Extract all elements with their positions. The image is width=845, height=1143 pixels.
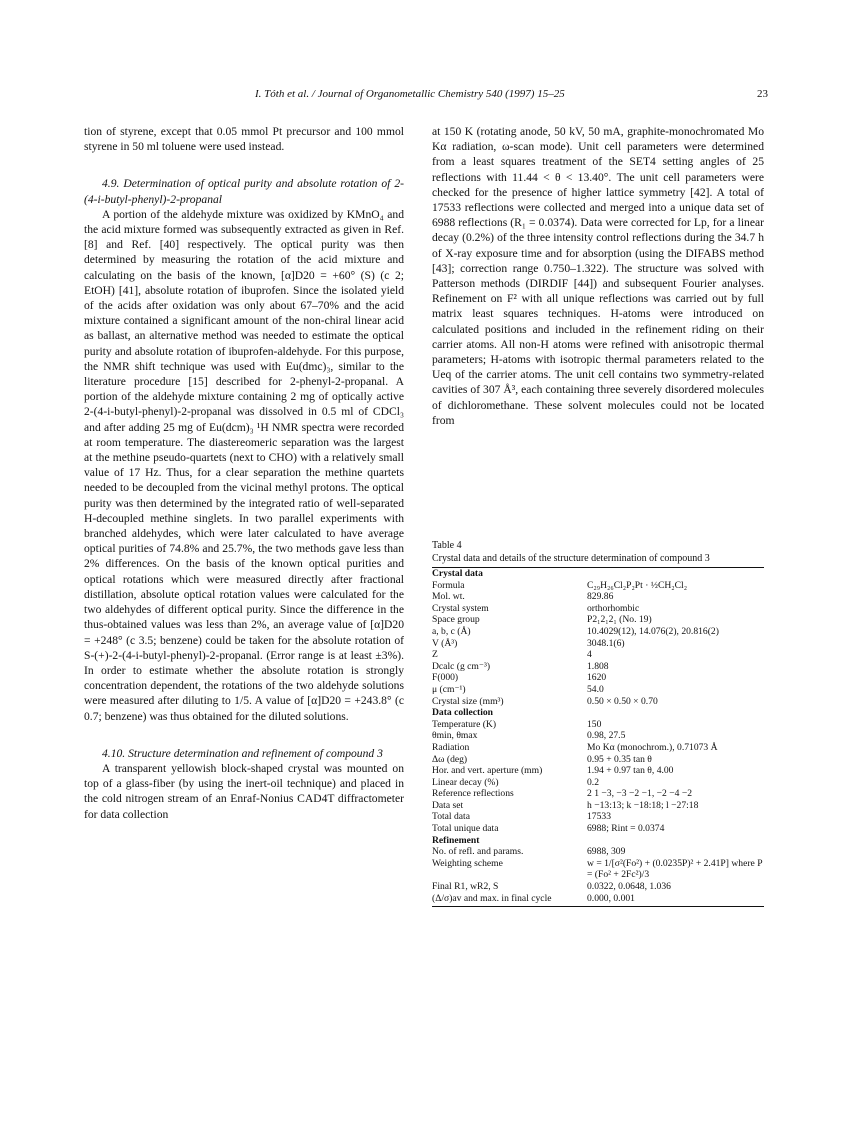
table-row: [432, 672, 764, 684]
table-caption: Crystal data and details of the structure determination of compound 3: [432, 553, 764, 568]
table-row: [432, 696, 764, 708]
table-row-key: Mol. wt.: [432, 591, 465, 603]
table-row-value: 4: [587, 649, 592, 661]
table-row-key: Formula: [432, 579, 465, 591]
table-row: [432, 603, 764, 615]
table-row: [432, 649, 764, 661]
table-row: [432, 684, 764, 696]
table-row-value: 2 1 −3, −3 −2 −1, −2 −4 −2: [587, 788, 693, 800]
table-row-value: 54.0: [587, 683, 604, 695]
table-row-key: Z: [432, 649, 438, 661]
table-row: [432, 742, 764, 754]
table-row-key: Dcalc (g cm⁻³): [432, 660, 491, 672]
section-4-9-body: A portion of the aldehyde mixture was oxidized by KMnO₄ and the acid mixture formed was subsequently extracted as given in Ref. [8] and Ref. [40] respectively. The optical purity was then determined by measuring the rotation of the acid mixture and calculating on the basis of the known, [α]D20 = +60° (S) (c 2; EtOH) [41], absolute rotation of ibuprofen. Since the isolated yield of the acids after oxidation was only about 67–70% and the acid mixture contained a significant amount of the non-chiral linear acid as ballast, an alternative method was needed to estimate the optical purity and absolute rotation of ibuprofen-aldehyde. For this purpose, the NMR shift technique was used with Eu(dmc)₃, similar to the literature procedure [15] described for 2-phenyl-2-propanal. A portion of the aldehyde mixture containing 2 mg of optically active 2-(4-i-butyl-phenyl)-2-propanal was dissolved in 0.5 ml of CDCl₃ and after adding 25 mg of Eu(dcm)₃ ¹H NMR spectra were recorded at room temperature. The diastereomeric separation was the largest at the methine pseudo-quartets (next to CHO) with a relatively small value of 17 Hz. Thus, for a clear separation the methine quartets needed to be decoupled from the vicinal methyl protons. The optical purity was then determined by the integrated ratio of well-separated H-decoupled methine singlets. In two parallel experiments with branched aldehydes, which were later calculated to have average optical purities of 74.8% and 25.7%, the two methods gave less than 2% differences. On the basis of the known optical purities and optical rotations which were measured directly after fractional distillation, absolute optical rotation values were calculated for the two aldehydes of different optical purity. Since the difference in the thus-obtained values was less than 2%, an average value of [α]D20 = +248° (c 3.5; benzene) could be taken for the absolute rotation of S-(+)-2-(4-i-butyl-phenyl)-2-propanal. (Error range is at least ±3%). In order to estimate whether the absolute rotation is strongly concentration dependent, the rotations of the two aldehyde solutions were measured after diluting to 1/5. A value of [α]D20 = +243.8° (c 0.7; benzene) was thus obtained for the diluted solutions.: [84, 207, 404, 723]
table-row-key: Crystal system: [432, 602, 489, 614]
table-row-key: F(000): [432, 672, 459, 684]
table-row-key: Hor. and vert. aperture (mm): [432, 765, 543, 777]
table-row-value: 0.95 + 0.35 tan θ: [587, 753, 652, 765]
table-row-value: 6988; Rint = 0.0374: [587, 823, 665, 835]
table-row-value: Mo Kα (monochrom.), 0.71073 Å: [587, 741, 718, 753]
table-bottom-rule: [432, 906, 764, 907]
table-row-key: Reference reflections: [432, 788, 514, 800]
table-section-heading-text: Crystal data: [432, 568, 483, 579]
table-row: [432, 823, 764, 835]
right-column-body: at 150 K (rotating anode, 50 kV, 50 mA, graphite-monochromated Mo Kα radiation, ω-scan mode). Unit cell parameters were determined from a least squares treatment of the SET4 setting angles of 25 reflections with 11.44 < θ < 13.40°. The unit cell parameters were checked for the presence of higher lattice symmetry [42]. A total of 17533 reflections were collected and merged into a unique data set of 6988 reflections (R₁ = 0.0374). Data were corrected for Lp, for a linear decay (0.2%) of the three intensity control reflections during the 34.7 h of X-ray exposure time and for absorption (using the DIFABS method [43]; correction range 0.750–1.322). The structure was solved with Patterson methods (DIRDIF [44]) and subsequent Fourier analyses. Refinement on F² with all unique reflections was carried out by full matrix least squares techniques. H-atoms were introduced on calculated positions and included in the refinement riding on their carrier atoms. All non-H atoms were refined with anisotropic thermal parameters; H-atoms with isotropic thermal parameters related to the Ueq of the carrier atoms. The unit cell contains two symmetry-related cavities of 307 Å³, each containing three severely disordered molecules of dichloromethane. These solvent molecules could not be located from: [432, 125, 764, 427]
table-row: [432, 858, 764, 881]
table-row-value: 0.2: [587, 776, 599, 788]
table-row: [432, 846, 764, 858]
table-row-value: 0.50 × 0.50 × 0.70: [587, 695, 658, 707]
table-row: [432, 638, 764, 650]
section-4-10-body: A transparent yellowish block-shaped crystal was mounted on top of a glass-fiber (by using the inert-oil technique) and placed in the cold nitrogen stream of an Enraf-Nonius CAD4T diffractometer for data collection: [84, 761, 404, 821]
table-row-value: 829.86: [587, 591, 614, 603]
table-section-heading: [432, 835, 764, 847]
table-row-key: θmin, θmax: [432, 730, 478, 742]
section-4-9-heading: 4.9. Determination of optical purity and absolute rotation of 2-(4-i-butyl-phenyl)-2-propanal: [84, 177, 404, 206]
table-row-value: 0.0322, 0.0648, 1.036: [587, 881, 671, 893]
table-row: [432, 719, 764, 731]
table-row-key: μ (cm⁻¹): [432, 683, 466, 695]
table-row-key: Weighting scheme: [432, 857, 503, 869]
table-row-key: Space group: [432, 614, 480, 626]
table-row-value: 0.98, 27.5: [587, 730, 626, 742]
table-row: [432, 626, 764, 638]
table-row: [432, 765, 764, 777]
table-row-value: w = 1/[σ²(Fo²) + (0.0235P)² + 2.41P] where P = (Fo² + 2Fc²)/3: [587, 857, 763, 881]
table-row-key: Total unique data: [432, 823, 499, 835]
right-column: [432, 124, 764, 428]
table-section-heading: [432, 707, 764, 719]
table-row-key: V (Å³): [432, 637, 458, 649]
intro-paragraph: tion of styrene, except that 0.05 mmol Pt precursor and 100 mmol styrene in 50 ml toluene were used instead.: [84, 125, 404, 154]
table-row-key: Δω (deg): [432, 753, 468, 765]
table-row-value: 150: [587, 718, 602, 730]
table-row-value: orthorhombic: [587, 602, 640, 614]
table-label: Table 4: [432, 540, 462, 551]
table-row-value: 1620: [587, 672, 607, 684]
page-number: 23: [757, 88, 768, 100]
table-row-key: Total data: [432, 811, 470, 823]
table-row-value: 1.94 + 0.97 tan θ, 4.00: [587, 765, 674, 777]
table-row: [432, 788, 764, 800]
table-row-value: 3048.1(6): [587, 637, 625, 649]
table-section-heading: [432, 568, 764, 580]
table-row-key: Final R1, wR2, S: [432, 881, 499, 893]
table-row-key: No. of refl. and params.: [432, 846, 524, 858]
table-section-heading-text: Refinement: [432, 834, 480, 846]
section-4-10-heading: 4.10. Structure determination and refinement of compound 3: [102, 746, 383, 760]
table-row-value: h −13:13; k −18:18; l −27:18: [587, 799, 699, 811]
table-row: [432, 881, 764, 893]
running-title: I. Tóth et al. / Journal of Organometallic Chemistry 540 (1997) 15–25: [255, 88, 565, 100]
table-row-key: a, b, c (Å): [432, 625, 471, 637]
table-row-value: C₂₉H₂₆Cl₂P₂Pt · ½CH₂Cl₂: [587, 579, 688, 591]
table-row: [432, 811, 764, 823]
table-row-value: 17533: [587, 811, 611, 823]
table-row-value: 1.808: [587, 660, 609, 672]
table-row: [432, 614, 764, 626]
table-row: [432, 754, 764, 766]
table-row-key: Crystal size (mm³): [432, 695, 504, 707]
crystal-data-table: [432, 540, 764, 907]
table-row-key: Linear decay (%): [432, 776, 499, 788]
table-row: [432, 800, 764, 812]
table-row-value: P2₁2₁2₁ (No. 19): [587, 614, 652, 626]
table-row: [432, 591, 764, 603]
table-section-heading-text: Data collection: [432, 707, 494, 719]
table-row-key: Radiation: [432, 741, 470, 753]
table-row: [432, 661, 764, 673]
table-row-key: Temperature (K): [432, 718, 497, 730]
table-row-key: (Δ/σ)av and max. in final cycle: [432, 892, 552, 904]
table-row-value: 10.4029(12), 14.076(2), 20.816(2): [587, 625, 719, 637]
table-body: [432, 568, 764, 904]
table-row: [432, 893, 764, 905]
table-row: [432, 730, 764, 742]
left-column: [84, 124, 404, 822]
table-row-value: 6988, 309: [587, 846, 626, 858]
table-row-key: Data set: [432, 799, 464, 811]
table-row: [432, 580, 764, 592]
table-row-value: 0.000, 0.001: [587, 892, 635, 904]
table-row: [432, 777, 764, 789]
